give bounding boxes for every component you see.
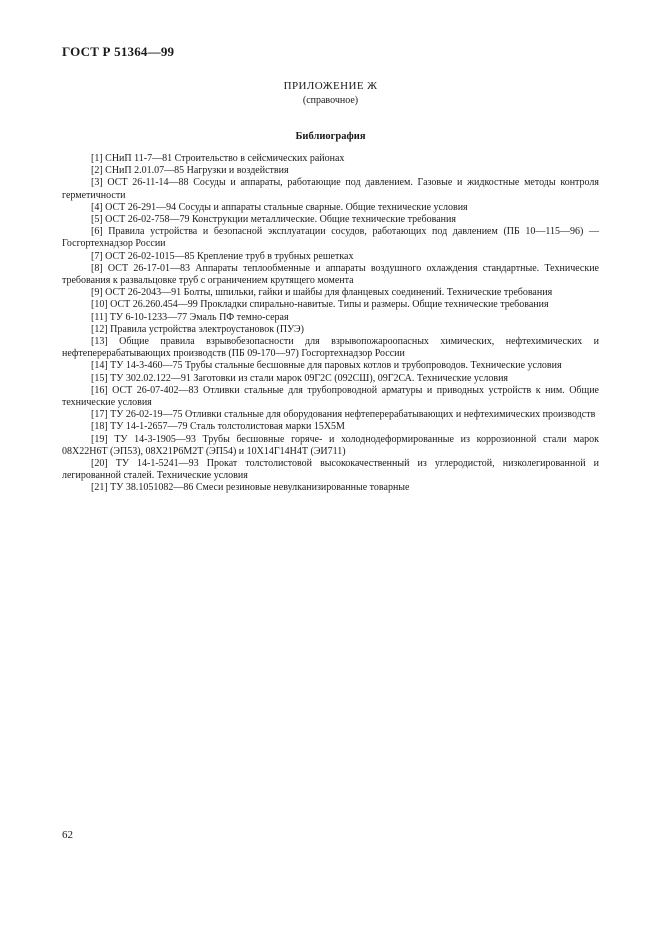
bibliography-item: [19] ТУ 14-3-1905—93 Трубы бесшовные горяче- и холоднодеформированные из коррозионной стали марок 08Х22Н6Т (ЭП53), 08Х21Р6М2Т (ЭП54) и 10Х14Г14Н4Т (ЭИ711) bbox=[62, 433, 599, 457]
document-header: ГОСТ Р 51364—99 bbox=[62, 44, 175, 59]
bibliography-list bbox=[62, 153, 599, 495]
bibliography-item: [17] ТУ 26-02-19—75 Отливки стальные для оборудования нефтеперерабатывающих и нефтехимических производств bbox=[91, 409, 596, 421]
bibliography-item: [13] Общие правила взрывобезопасности для взрывопожароопасных химических, нефтехимических и нефтеперерабатывающих производств (ПБ 09-170—97) Госгортехнадзор России bbox=[62, 336, 599, 360]
bibliography-item: [15] ТУ 302.02.122—91 Заготовки из стали марок 09Г2С (092СШ), 09Г2СА. Технические условия bbox=[91, 372, 509, 384]
bibliography-item: [21] ТУ 38.1051082—86 Смеси резиновые невулканизированные товарные bbox=[91, 482, 410, 494]
bibliography-item: [2] СНиП 2.01.07—85 Нагрузки и воздействия bbox=[91, 165, 289, 177]
bibliography-item: [4] ОСТ 26-291—94 Сосуды и аппараты стальные сварные. Общие технические условия bbox=[91, 201, 468, 213]
bibliography-item: [7] ОСТ 26-02-1015—85 Крепление труб в трубных решетках bbox=[91, 250, 354, 262]
bibliography-item: [12] Правила устройства электроустановок (ПУЭ) bbox=[91, 323, 304, 335]
bibliography-item: [14] ТУ 14-3-460—75 Трубы стальные бесшовные для паровых котлов и трубопроводов. Технические условия bbox=[91, 360, 562, 372]
appendix-title: ПРИЛОЖЕНИЕ Ж bbox=[283, 80, 378, 92]
bibliography-item: [3] ОСТ 26-11-14—88 Сосуды и аппараты, работающие под давлением. Газовые и жидкостные методы контроля герметичности bbox=[62, 177, 599, 201]
bibliography-item: [10] ОСТ 26.260.454—99 Прокладки спирально-навитые. Типы и размеры. Общие технические требования bbox=[91, 299, 549, 311]
bibliography-item: [18] ТУ 14-1-2657—79 Сталь толстолистовая марки 15Х5М bbox=[91, 421, 345, 433]
bibliography-item: [11] ТУ 6-10-1233—77 Эмаль ПФ темно-серая bbox=[91, 311, 289, 323]
bibliography-item: [20] ТУ 14-1-5241—93 Прокат толстолистовой высококачественный из углеродистой, низколегированной и легированной сталей. Технические условия bbox=[62, 458, 599, 482]
bibliography-item: [16] ОСТ 26-07-402—83 Отливки стальные для трубопроводной арматуры и приводных устройств к ним. Общие технические условия bbox=[62, 384, 599, 409]
bibliography-item: [8] ОСТ 26-17-01—83 Аппараты теплообменные и аппараты воздушного охлаждения стандартные. Технические требования к развальцовке труб с ограничением крутящего момента bbox=[62, 262, 599, 287]
bibliography-item: [1] СНиП 11-7—81 Строительство в сейсмических районах bbox=[91, 153, 345, 164]
bibliography-item: [9] ОСТ 26-2043—91 Болты, шпильки, гайки и шайбы для фланцевых соединений. Технические требования bbox=[91, 287, 553, 299]
bibliography-item: [5] ОСТ 26-02-758—79 Конструкции металлические. Общие технические требования bbox=[91, 214, 456, 226]
appendix-subtitle: (справочное) bbox=[302, 95, 359, 106]
bibliography-item: [6] Правила устройства и безопасной эксплуатации сосудов, работающих под давлением (ПБ 10—115—96) — Госгортехнадзор России bbox=[62, 226, 599, 250]
page-number: 62 bbox=[62, 829, 73, 841]
bibliography-heading: Библиография bbox=[295, 131, 366, 142]
